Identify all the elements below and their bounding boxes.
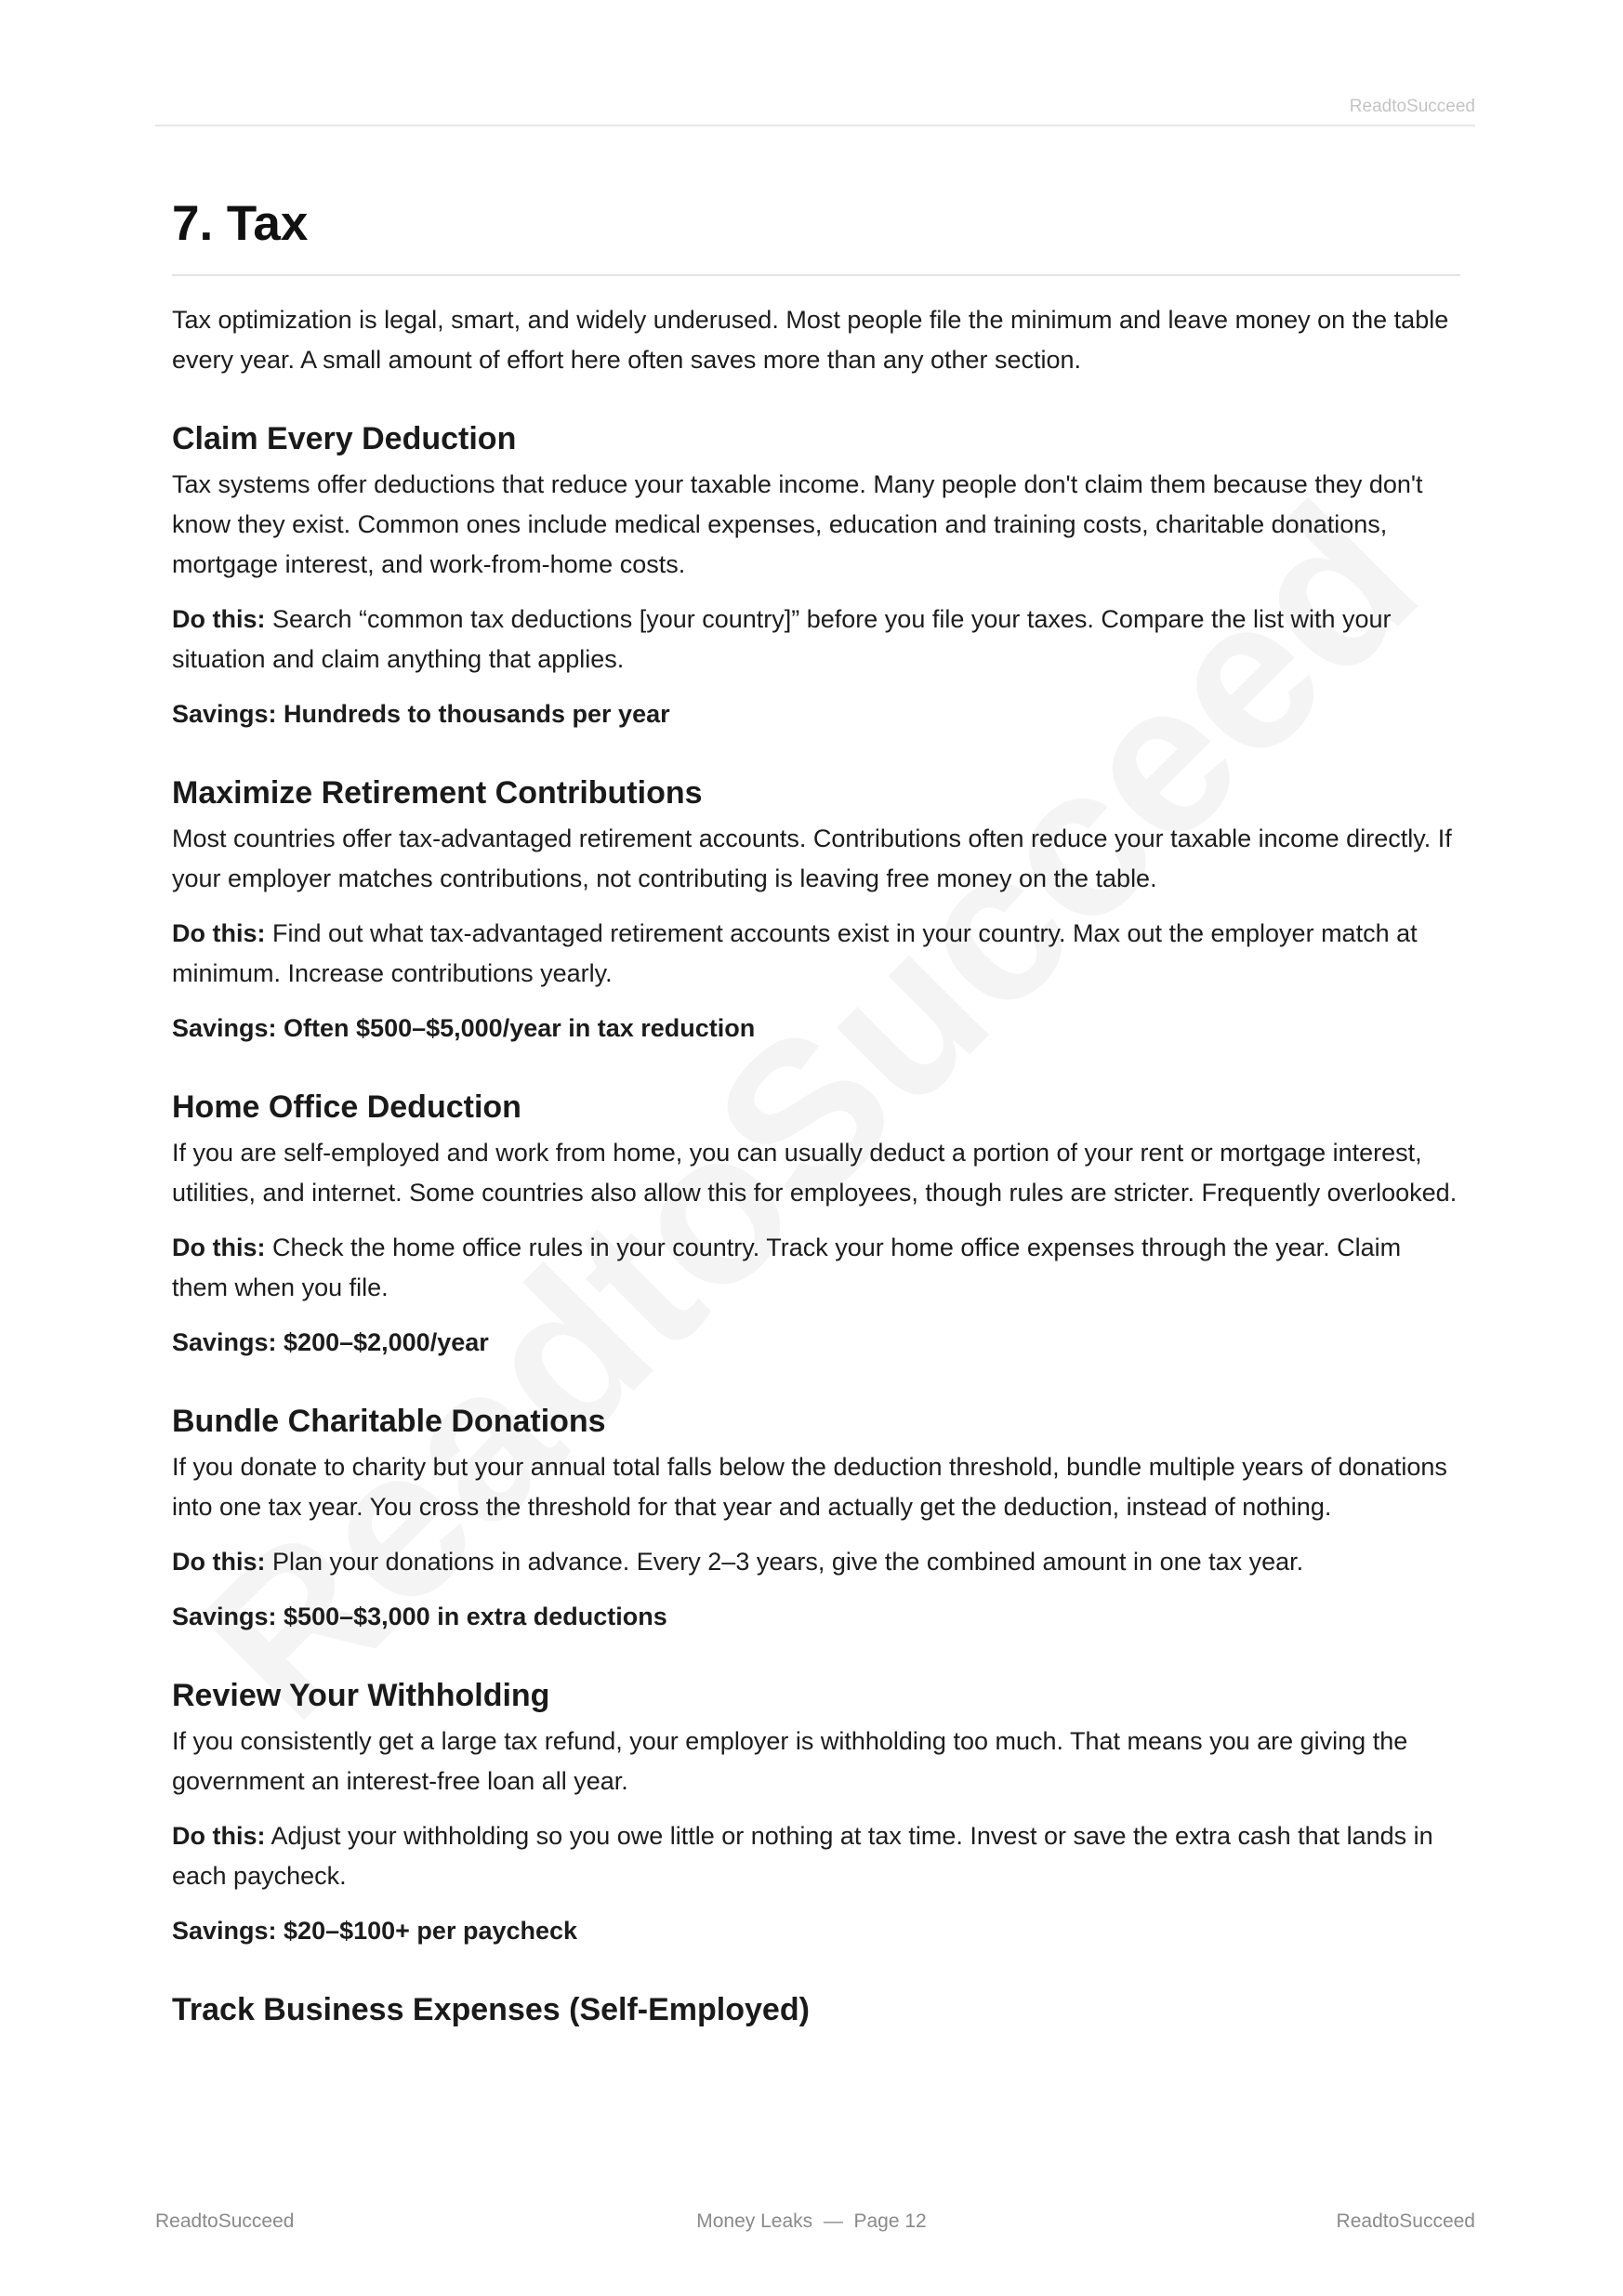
page-content (172, 195, 1460, 2036)
do-this-text: Find out what tax-advantaged retirement accounts exist in your country. Max out the employer match at minimum. Increase contributions yearly. (172, 919, 1418, 987)
savings-line: Savings: Hundreds to thousands per year (172, 700, 670, 728)
section-body: If you consistently get a large tax refund, your employer is withholding too much. That means you are giving the government an interest-free loan all year. (172, 1727, 1408, 1795)
section-heading: Review Your Withholding (172, 1678, 550, 1713)
savings-line: Savings: Often $500–$5,000/year in tax reduction (172, 1014, 756, 1042)
do-this-paragraph (172, 600, 1460, 680)
section-home-office (172, 1089, 1460, 1363)
section-heading: Maximize Retirement Contributions (172, 775, 703, 811)
savings-line: Savings: $500–$3,000 in extra deductions (172, 1603, 667, 1630)
section-heading: Claim Every Deduction (172, 421, 517, 456)
do-this-text: Search “common tax deductions [your country]” before you file your taxes. Compare the list with your situation and claim anything that applies. (172, 605, 1392, 673)
do-this-label: Do this: (172, 605, 266, 633)
chapter-intro: Tax optimization is legal, smart, and widely underused. Most people file the minimum and leave money on the table every year. A small amount of effort here often saves more than any other section. (172, 306, 1449, 374)
footer-page-label: Money Leaks — Page 12 (696, 2210, 927, 2232)
section-track-business-expenses (172, 1992, 1460, 2028)
savings-line: Savings: $200–$2,000/year (172, 1328, 489, 1356)
do-this-paragraph (172, 1542, 1460, 1582)
section-heading: Bundle Charitable Donations (172, 1404, 606, 1439)
section-body: Tax systems offer deductions that reduce your taxable income. Many people don't claim them because they don't know they exist. Common ones include medical expenses, education and training costs, charitable donations, mortgage interest, and work-from-home costs. (172, 470, 1423, 578)
section-body: If you donate to charity but your annual total falls below the deduction threshold, bundle multiple years of donations into one tax year. You cross the threshold for that year and actually get the deduction, instead of nothing. (172, 1453, 1447, 1521)
do-this-label: Do this: (172, 1234, 266, 1261)
section-body: If you are self-employed and work from home, you can usually deduct a portion of your rent or mortgage interest, utilities, and internet. Some countries also allow this for employees, though rules are stricter. Frequently overlooked. (172, 1139, 1458, 1207)
do-this-text: Plan your donations in advance. Every 2–3 years, give the combined amount in one tax year. (265, 1548, 1304, 1576)
section-claim-every-deduction (172, 421, 1460, 734)
do-this-label: Do this: (172, 1548, 266, 1576)
section-heading: Home Office Deduction (172, 1089, 521, 1125)
section-body: Most countries offer tax-advantaged retirement accounts. Contributions often reduce your taxable income directly. If your employer matches contributions, not contributing is leaving free money on the table. (172, 825, 1452, 892)
do-this-label: Do this: (172, 1822, 266, 1850)
footer-left: ReadtoSucceed (155, 2210, 295, 2232)
do-this-paragraph (172, 1228, 1460, 1308)
do-this-paragraph (172, 914, 1460, 994)
section-heading: Track Business Expenses (Self-Employed) (172, 1992, 810, 2027)
footer-right: ReadtoSucceed (1336, 2210, 1475, 2232)
section-review-withholding (172, 1678, 1460, 1951)
page-header (155, 89, 1475, 126)
section-maximize-retirement (172, 775, 1460, 1049)
do-this-text: Check the home office rules in your country. Track your home office expenses through the year. Claim them when you file. (172, 1234, 1402, 1301)
header-brand: ReadtoSucceed (1349, 97, 1475, 116)
chapter-title: 7. Tax (172, 195, 1460, 276)
savings-line: Savings: $20–$100+ per paycheck (172, 1917, 578, 1945)
do-this-paragraph (172, 1816, 1460, 1896)
section-bundle-donations (172, 1404, 1460, 1637)
do-this-text: Adjust your withholding so you owe little or nothing at tax time. Invest or save the extra cash that lands in each paycheck. (172, 1822, 1433, 1890)
do-this-label: Do this: (172, 919, 266, 947)
